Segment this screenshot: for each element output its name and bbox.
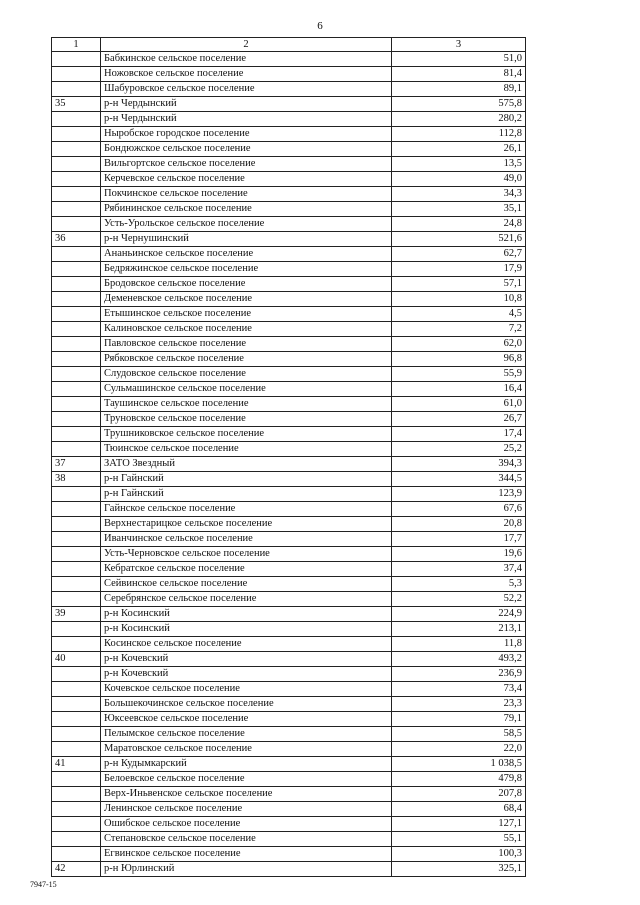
row-value: 236,9	[392, 667, 526, 682]
row-value: 20,8	[392, 517, 526, 532]
row-number	[52, 112, 101, 127]
document-code: 7947-15	[30, 880, 57, 889]
row-number	[52, 202, 101, 217]
table-row	[52, 742, 526, 757]
row-number	[52, 772, 101, 787]
row-number	[52, 487, 101, 502]
row-name: Бабкинское сельское поселение	[101, 52, 392, 67]
table-row	[52, 457, 526, 472]
row-name: Иванчинское сельское поселение	[101, 532, 392, 547]
row-number	[52, 622, 101, 637]
table-row	[52, 652, 526, 667]
table-row	[52, 442, 526, 457]
row-value: 13,5	[392, 157, 526, 172]
row-value: 7,2	[392, 322, 526, 337]
row-value: 61,0	[392, 397, 526, 412]
row-number	[52, 127, 101, 142]
row-number	[52, 322, 101, 337]
row-name: Деменевское сельское поселение	[101, 292, 392, 307]
row-value: 89,1	[392, 82, 526, 97]
row-value: 1 038,5	[392, 757, 526, 772]
table-row	[52, 502, 526, 517]
row-value: 479,8	[392, 772, 526, 787]
row-number	[52, 382, 101, 397]
row-name: р-н Кудымкарский	[101, 757, 392, 772]
row-value: 35,1	[392, 202, 526, 217]
table-row	[52, 427, 526, 442]
row-name: Ананьинское сельское поселение	[101, 247, 392, 262]
row-number	[52, 667, 101, 682]
table-row	[52, 592, 526, 607]
row-name: Серебрянское сельское поселение	[101, 592, 392, 607]
row-number: 37	[52, 457, 101, 472]
row-value: 24,8	[392, 217, 526, 232]
row-number	[52, 142, 101, 157]
table-row	[52, 547, 526, 562]
row-value: 224,9	[392, 607, 526, 622]
table-row	[52, 817, 526, 832]
row-name: Верх-Иньвенское сельское поселение	[101, 787, 392, 802]
row-name: ЗАТО Звездный	[101, 457, 392, 472]
row-value: 81,4	[392, 67, 526, 82]
row-name: Бродовское сельское поселение	[101, 277, 392, 292]
row-name: Кебратское сельское поселение	[101, 562, 392, 577]
table-row	[52, 52, 526, 67]
row-value: 37,4	[392, 562, 526, 577]
row-name: Ленинское сельское поселение	[101, 802, 392, 817]
row-name: Керчевское сельское поселение	[101, 172, 392, 187]
row-value: 67,6	[392, 502, 526, 517]
row-name: Сульмашинское сельское поселение	[101, 382, 392, 397]
row-name: Косинское сельское поселение	[101, 637, 392, 652]
row-number	[52, 517, 101, 532]
row-name: р-н Гайнский	[101, 487, 392, 502]
row-number: 38	[52, 472, 101, 487]
row-value: 96,8	[392, 352, 526, 367]
row-number	[52, 712, 101, 727]
row-number	[52, 562, 101, 577]
table-row	[52, 727, 526, 742]
row-name: Ножовское сельское поселение	[101, 67, 392, 82]
row-value: 26,7	[392, 412, 526, 427]
table-row	[52, 277, 526, 292]
row-name: Кочевское сельское поселение	[101, 682, 392, 697]
row-number	[52, 787, 101, 802]
table-row	[52, 97, 526, 112]
row-value: 23,3	[392, 697, 526, 712]
row-name: Калиновское сельское поселение	[101, 322, 392, 337]
row-value: 493,2	[392, 652, 526, 667]
row-value: 19,6	[392, 547, 526, 562]
table-row	[52, 637, 526, 652]
row-number: 36	[52, 232, 101, 247]
table-row	[52, 787, 526, 802]
row-name: Верхнестарицкое сельское поселение	[101, 517, 392, 532]
row-name: Бедряжинское сельское поселение	[101, 262, 392, 277]
row-number	[52, 187, 101, 202]
data-table	[51, 37, 526, 877]
row-value: 123,9	[392, 487, 526, 502]
row-value: 73,4	[392, 682, 526, 697]
row-value: 25,2	[392, 442, 526, 457]
row-number: 41	[52, 757, 101, 772]
row-name: Бондюжское сельское поселение	[101, 142, 392, 157]
table-row	[52, 772, 526, 787]
row-name: Рябковское сельское поселение	[101, 352, 392, 367]
row-number	[52, 307, 101, 322]
row-name: Гайнское сельское поселение	[101, 502, 392, 517]
table-row	[52, 412, 526, 427]
table-row	[52, 127, 526, 142]
row-name: р-н Кочевский	[101, 667, 392, 682]
row-name: р-н Косинский	[101, 622, 392, 637]
row-value: 394,3	[392, 457, 526, 472]
row-number: 39	[52, 607, 101, 622]
row-name: р-н Кочевский	[101, 652, 392, 667]
row-number	[52, 502, 101, 517]
row-number	[52, 337, 101, 352]
row-number	[52, 367, 101, 382]
row-number	[52, 592, 101, 607]
row-number	[52, 682, 101, 697]
row-value: 280,2	[392, 112, 526, 127]
row-name: Рябининское сельское поселение	[101, 202, 392, 217]
row-number	[52, 847, 101, 862]
row-number	[52, 577, 101, 592]
row-value: 5,3	[392, 577, 526, 592]
row-number	[52, 67, 101, 82]
row-number	[52, 52, 101, 67]
table-row	[52, 562, 526, 577]
table-row	[52, 487, 526, 502]
table-body	[52, 52, 526, 877]
row-value: 58,5	[392, 727, 526, 742]
row-number	[52, 442, 101, 457]
row-name: Белоевское сельское поселение	[101, 772, 392, 787]
row-value: 17,7	[392, 532, 526, 547]
row-name: р-н Юрлинский	[101, 862, 392, 877]
table-row	[52, 172, 526, 187]
row-name: Слудовское сельское поселение	[101, 367, 392, 382]
table-row	[52, 202, 526, 217]
column-header: 2	[101, 38, 392, 52]
row-number	[52, 427, 101, 442]
row-value: 62,0	[392, 337, 526, 352]
row-name: Юксеевское сельское поселение	[101, 712, 392, 727]
table-row	[52, 832, 526, 847]
table-row	[52, 622, 526, 637]
table-row	[52, 112, 526, 127]
row-number: 40	[52, 652, 101, 667]
row-name: Маратовское сельское поселение	[101, 742, 392, 757]
table-row	[52, 247, 526, 262]
table-row	[52, 262, 526, 277]
row-value: 79,1	[392, 712, 526, 727]
row-number	[52, 82, 101, 97]
row-number	[52, 532, 101, 547]
row-value: 575,8	[392, 97, 526, 112]
table-row	[52, 517, 526, 532]
table-row	[52, 682, 526, 697]
table-row	[52, 187, 526, 202]
page-number: 6	[317, 20, 323, 32]
row-number	[52, 697, 101, 712]
row-number	[52, 637, 101, 652]
row-value: 11,8	[392, 637, 526, 652]
row-value: 213,1	[392, 622, 526, 637]
row-number	[52, 172, 101, 187]
table-row	[52, 337, 526, 352]
row-name: Павловское сельское поселение	[101, 337, 392, 352]
row-name: Трушниковское сельское поселение	[101, 427, 392, 442]
table-row	[52, 382, 526, 397]
row-name: р-н Чернушинский	[101, 232, 392, 247]
row-number	[52, 157, 101, 172]
row-value: 17,9	[392, 262, 526, 277]
row-value: 207,8	[392, 787, 526, 802]
row-value: 10,8	[392, 292, 526, 307]
row-name: Степановское сельское поселение	[101, 832, 392, 847]
row-value: 55,9	[392, 367, 526, 382]
row-name: Вильгортское сельское поселение	[101, 157, 392, 172]
row-number	[52, 547, 101, 562]
row-value: 22,0	[392, 742, 526, 757]
row-value: 68,4	[392, 802, 526, 817]
table-row	[52, 607, 526, 622]
row-name: Пелымское сельское поселение	[101, 727, 392, 742]
column-header: 1	[52, 38, 101, 52]
row-value: 34,3	[392, 187, 526, 202]
row-value: 51,0	[392, 52, 526, 67]
row-number	[52, 727, 101, 742]
row-value: 57,1	[392, 277, 526, 292]
row-value: 55,1	[392, 832, 526, 847]
row-name: р-н Чердынский	[101, 97, 392, 112]
row-number	[52, 412, 101, 427]
table-row	[52, 67, 526, 82]
table-row	[52, 847, 526, 862]
row-name: Егвинское сельское поселение	[101, 847, 392, 862]
table-row	[52, 397, 526, 412]
row-name: Усть-Черновское сельское поселение	[101, 547, 392, 562]
row-value: 127,1	[392, 817, 526, 832]
row-name: р-н Косинский	[101, 607, 392, 622]
row-number	[52, 217, 101, 232]
row-value: 26,1	[392, 142, 526, 157]
table-row	[52, 862, 526, 877]
row-name: Шабуровское сельское поселение	[101, 82, 392, 97]
row-number	[52, 802, 101, 817]
row-name: Етышинское сельское поселение	[101, 307, 392, 322]
table-row	[52, 472, 526, 487]
row-number	[52, 397, 101, 412]
row-name: Покчинское сельское поселение	[101, 187, 392, 202]
row-value: 16,4	[392, 382, 526, 397]
row-value: 521,6	[392, 232, 526, 247]
row-number: 42	[52, 862, 101, 877]
row-name: Ныробское городское поселение	[101, 127, 392, 142]
table-row	[52, 292, 526, 307]
row-value: 112,8	[392, 127, 526, 142]
table-row	[52, 352, 526, 367]
table-row	[52, 757, 526, 772]
table-header-row	[52, 38, 526, 52]
table-row	[52, 712, 526, 727]
table-row	[52, 82, 526, 97]
table-row	[52, 307, 526, 322]
table-row	[52, 157, 526, 172]
row-number	[52, 277, 101, 292]
row-number: 35	[52, 97, 101, 112]
row-name: р-н Чердынский	[101, 112, 392, 127]
row-number	[52, 262, 101, 277]
row-number	[52, 832, 101, 847]
column-header: 3	[392, 38, 526, 52]
table-row	[52, 142, 526, 157]
table-row	[52, 232, 526, 247]
row-number	[52, 742, 101, 757]
table-row	[52, 577, 526, 592]
row-number	[52, 817, 101, 832]
row-value: 62,7	[392, 247, 526, 262]
table-row	[52, 802, 526, 817]
row-value: 344,5	[392, 472, 526, 487]
table-row	[52, 367, 526, 382]
table-row	[52, 697, 526, 712]
table-row	[52, 532, 526, 547]
row-value: 49,0	[392, 172, 526, 187]
row-number	[52, 292, 101, 307]
table-row	[52, 322, 526, 337]
row-name: р-н Гайнский	[101, 472, 392, 487]
row-name: Труновское сельское поселение	[101, 412, 392, 427]
row-value: 17,4	[392, 427, 526, 442]
row-name: Усть-Урольское сельское поселение	[101, 217, 392, 232]
row-value: 325,1	[392, 862, 526, 877]
row-name: Большекочинское сельское поселение	[101, 697, 392, 712]
row-name: Сейвинское сельское поселение	[101, 577, 392, 592]
row-number	[52, 247, 101, 262]
table-row	[52, 667, 526, 682]
row-name: Тюинское сельское поселение	[101, 442, 392, 457]
row-number	[52, 352, 101, 367]
row-value: 100,3	[392, 847, 526, 862]
table-row	[52, 217, 526, 232]
row-value: 4,5	[392, 307, 526, 322]
row-value: 52,2	[392, 592, 526, 607]
row-name: Таушинское сельское поселение	[101, 397, 392, 412]
row-name: Ошибское сельское поселение	[101, 817, 392, 832]
